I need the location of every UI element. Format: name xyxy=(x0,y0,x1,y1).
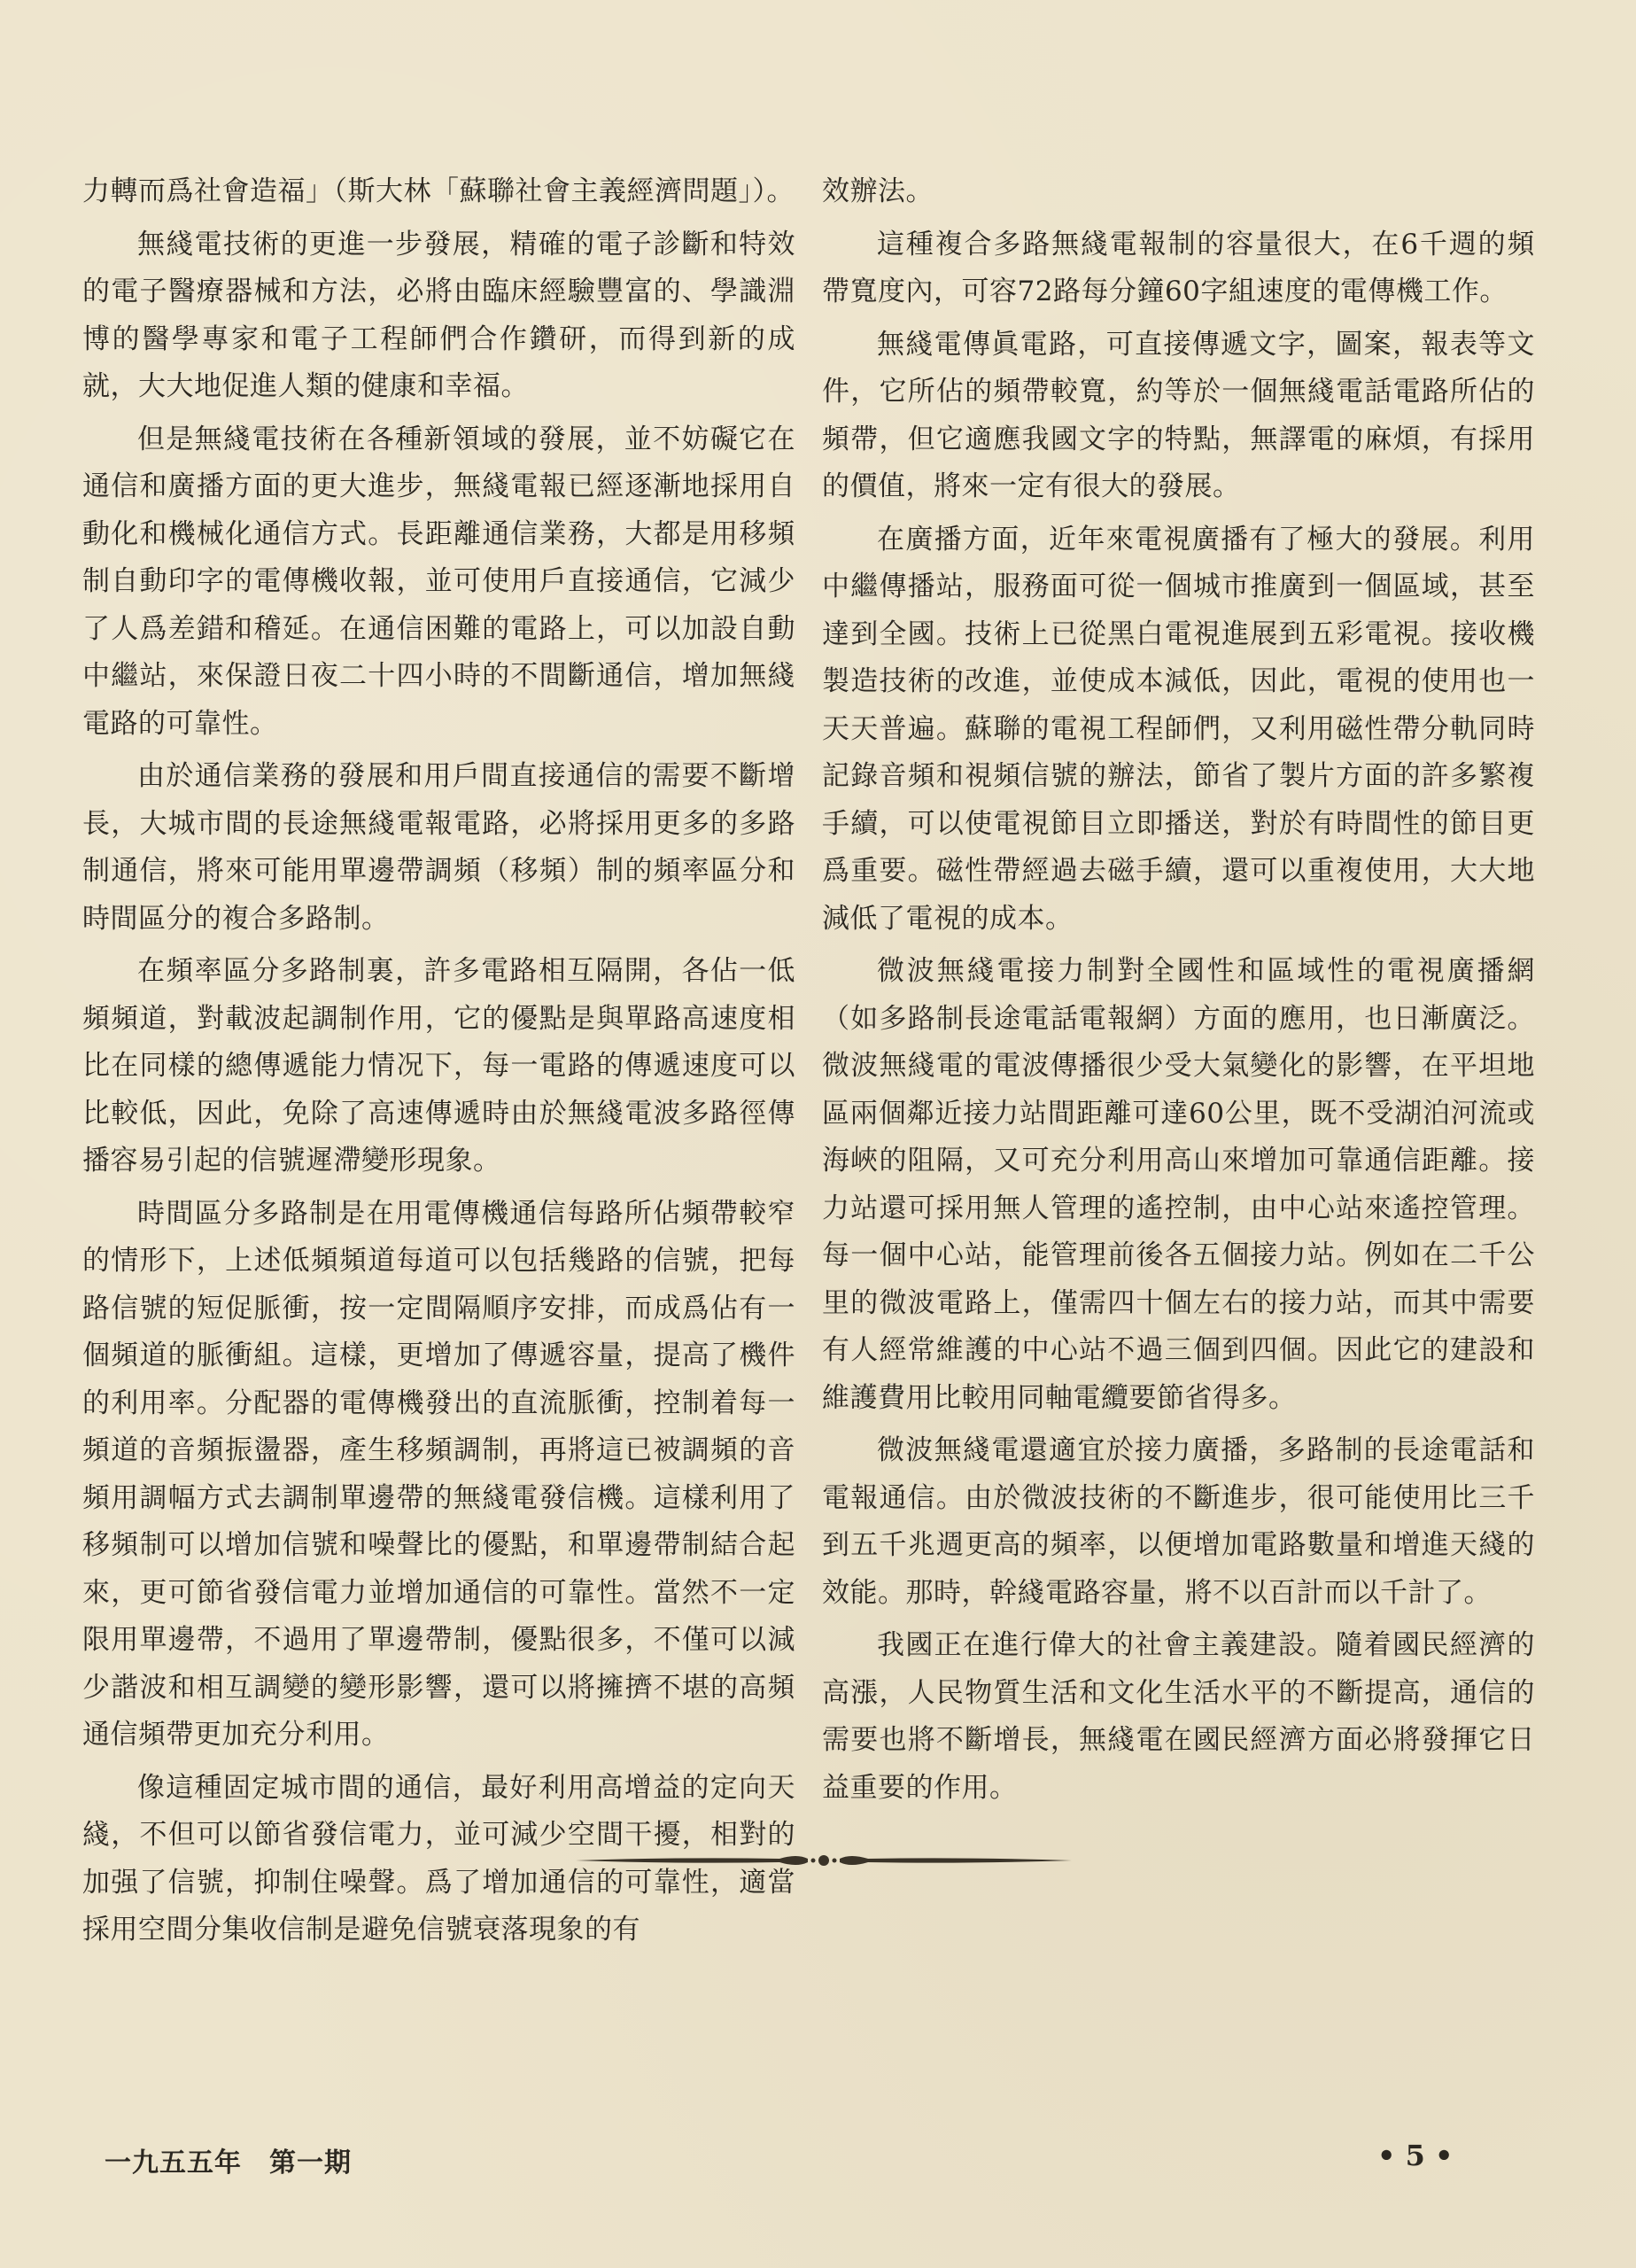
ornament-divider xyxy=(576,1843,1072,1878)
paragraph: 無綫電技術的更進一步發展，精確的電子診斷和特效的電子醫療器械和方法，必將由臨床經驗豐富的、學識淵博的醫學專家和電子工程師們合作鑽研，而得到新的成就，大大地促進人類的健康和幸福。 xyxy=(82,228,795,402)
paragraph: 效辦法。 xyxy=(822,175,934,207)
paragraph: 這種複合多路無綫電報制的容量很大，在6千週的頻帶寬度內，可容72路每分鐘60字組速度的電傳機工作。 xyxy=(822,228,1535,307)
paragraph: 但是無綫電技術在各種新領域的發展，並不妨礙它在通信和廣播方面的更大進步，無綫電報已經逐漸地採用自動化和機械化通信方式。長距離通信業務，大都是用移頻制自動印字的電傳機收報，並可使用戶直接通信，它減少了人爲差錯和稽延。在通信困難的電路上，可以加設自動中繼站，來保證日夜二十四小時的不間斷通信，增加無綫電路的可靠性。 xyxy=(82,423,795,740)
paragraph: 無綫電傳眞電路，可直接傳遞文字，圖案，報表等文件，它所佔的頻帶較寬，約等於一個無綫電話電路所佔的頻帶，但它適應我國文字的特點，無譯電的麻煩，有採用的價值，將來一定有很大的發展。 xyxy=(822,328,1535,502)
paragraph: 像這種固定城市間的通信，最好利用高增益的定向天綫，不但可以節省發信電力，並可減少空間干擾，相對的加强了信號，抑制住噪聲。爲了增加通信的可靠性，適當採用空間分集收信制是避免信號衰落現象的有 xyxy=(82,1771,795,1946)
paragraph: 微波無綫電還適宜於接力廣播，多路制的長途電話和電報通信。由於微波技術的不斷進步，很可能使用比三千到五千兆週更高的頻率，以便增加電路數量和增進天綫的效能。那時，幹綫電路容量，將不以百計而以千計了。 xyxy=(822,1434,1535,1609)
paragraph: 我國正在進行偉大的社會主義建設。隨着國民經濟的高漲，人民物質生活和文化生活水平的不斷提高，通信的需要也將不斷增長，無綫電在國民經濟方面必將發揮它日益重要的作用。 xyxy=(822,1629,1535,1804)
left-column xyxy=(82,168,795,1960)
paragraph: 微波無綫電接力制對全國性和區域性的電視廣播網（如多路制長途電話電報網）方面的應用，也日漸廣泛。微波無綫電的電波傳播很少受大氣變化的影響，在平坦地區兩個鄰近接力站間距離可達60公里，既不受湖泊河流或海峽的阻隔，又可充分利用高山來增加可靠通信距離。接力站還可採用無人管理的遙控制，由中心站來遙控管理。每一個中心站，能管理前後各五個接力站。例如在二千公里的微波電路上，僅需四十個左右的接力站，而其中需要有人經常維護的中心站不過三個到四個。因此它的建設和維護費用比較用同軸電纜要節省得多。 xyxy=(822,955,1535,1414)
paragraph: 力轉而爲社會造福」（斯大林「蘇聯社會主義經濟問題」）。 xyxy=(82,175,795,207)
paragraph: 時間區分多路制是在用電傳機通信每路所佔頻帶較窄的情形下，上述低頻頻道每道可以包括幾路的信號，把每路信號的短促脈衝，按一定間隔順序安排，而成爲佔有一個頻道的脈衝組。這樣，更增加了傳遞容量，提高了機件的利用率。分配器的電傳機發出的直流脈衝，控制着每一頻道的音頻振盪器，產生移頻調制，再將這已被調頻的音頻用調幅方式去調制單邊帶的無綫電發信機。這樣利用了移頻制可以增加信號和噪聲比的優點，和單邊帶制結合起來，更可節省發信電力並增加通信的可靠性。當然不一定限用單邊帶，不過用了單邊帶制，優點很多，不僅可以減少諧波和相互調變的變形影響，還可以將擁擠不堪的高頻通信頻帶更加充分利用。 xyxy=(82,1197,795,1751)
right-column xyxy=(822,168,1535,1817)
issue-label: 一九五五年 第一期 xyxy=(105,2148,352,2179)
paragraph: 在頻率區分多路制裏，許多電路相互隔開，各佔一低頻頻道，對載波起調制作用，它的優點是與單路高速度相比在同樣的總傳遞能力情况下，每一電路的傳遞速度可以比較低，因此，免除了高速傳遞時由於無綫電波多路徑傳播容易引起的信號遲滯變形現象。 xyxy=(82,955,795,1177)
paragraph: 由於通信業務的發展和用戶間直接通信的需要不斷增長，大城市間的長途無綫電報電路，必將採用更多的多路制通信，將來可能用單邊帶調頻（移頻）制的頻率區分和時間區分的複合多路制。 xyxy=(82,760,795,935)
paragraph: 在廣播方面，近年來電視廣播有了極大的發展。利用中繼傳播站，服務面可從一個城市推廣到一個區域，甚至達到全國。技術上已從黑白電視進展到五彩電視。接收機製造技術的改進，並使成本減低，因此，電視的使用也一天天普遍。蘇聯的電視工程師們，又利用磁性帶分軌同時記錄音頻和視頻信號的辦法，節省了製片方面的許多繁複手續，可以使電視節目立即播送，對於有時間性的節目更爲重要。磁性帶經過去磁手續，還可以重複使用，大大地減低了電視的成本。 xyxy=(822,523,1535,935)
page-number: • 5 • xyxy=(1377,2139,1454,2172)
